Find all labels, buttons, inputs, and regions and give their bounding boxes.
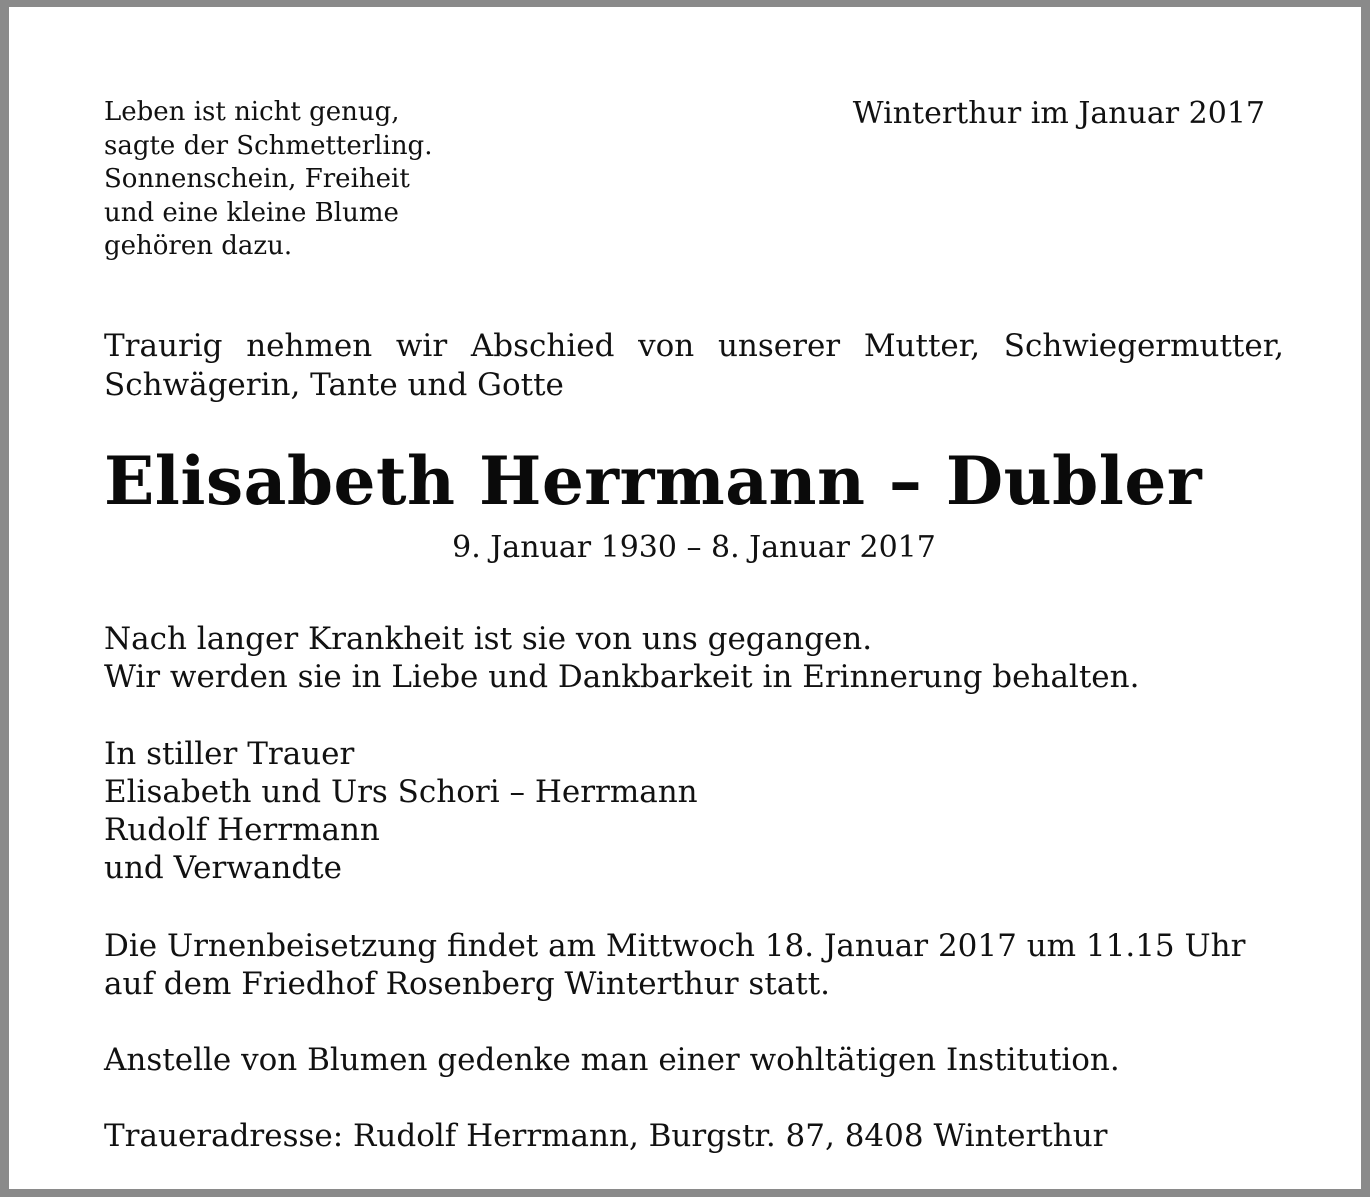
intro-line: Traurig nehmen wir Abschied von unserer Mutter, Schwiegermutter, [104,328,1284,364]
poem-line: und eine kleine Blume [104,197,399,228]
poem-line: Leben ist nicht genug, [104,97,400,127]
mourners-line: und Verwandte [104,850,342,886]
mourners-line: Rudolf Herrmann [104,812,380,848]
funeral-line: auf dem Friedhof Rosenberg Winterthur statt. [104,966,831,1002]
mourners-line: In stiller Trauer [104,736,355,772]
message-line: Nach langer Krankheit ist sie von uns gegangen. [104,621,873,657]
mourners [104,735,1304,887]
message-line: Wir werden sie in Liebe und Dankbarkeit in Erinnerung behalten. [104,659,1140,695]
intro-line: Schwägerin, Tante und Gotte [104,367,564,403]
message [104,620,1304,696]
mourners-line: Elisabeth und Urs Schori – Herrmann [104,774,698,810]
poem [104,96,524,264]
poem-line: sagte der Schmetterling. [104,130,433,161]
donation-note [104,1041,1304,1079]
mourning-address [104,1117,1304,1155]
life-dates: 9. Januar 1930 – 8. Januar 2017 [452,530,936,565]
place-date: Winterthur im Januar 2017 [852,96,1265,131]
funeral-line: Die Urnenbeisetzung findet am Mittwoch 18. Januar 2017 um 11.15 Uhr [104,928,1246,964]
funeral-info [104,927,1304,1003]
deceased-name: Elisabeth Herrmann – Dubler [104,442,1203,520]
poem-line: gehören dazu. [104,231,293,261]
poem-line: Sonnenschein, Freiheit [104,164,410,194]
address-line: Traueradresse: Rudolf Herrmann, Burgstr. 87, 8408 Winterthur [104,1118,1108,1154]
intro-text [104,327,1284,405]
donation-line: Anstelle von Blumen gedenke man einer wohltätigen Institution. [104,1042,1120,1078]
